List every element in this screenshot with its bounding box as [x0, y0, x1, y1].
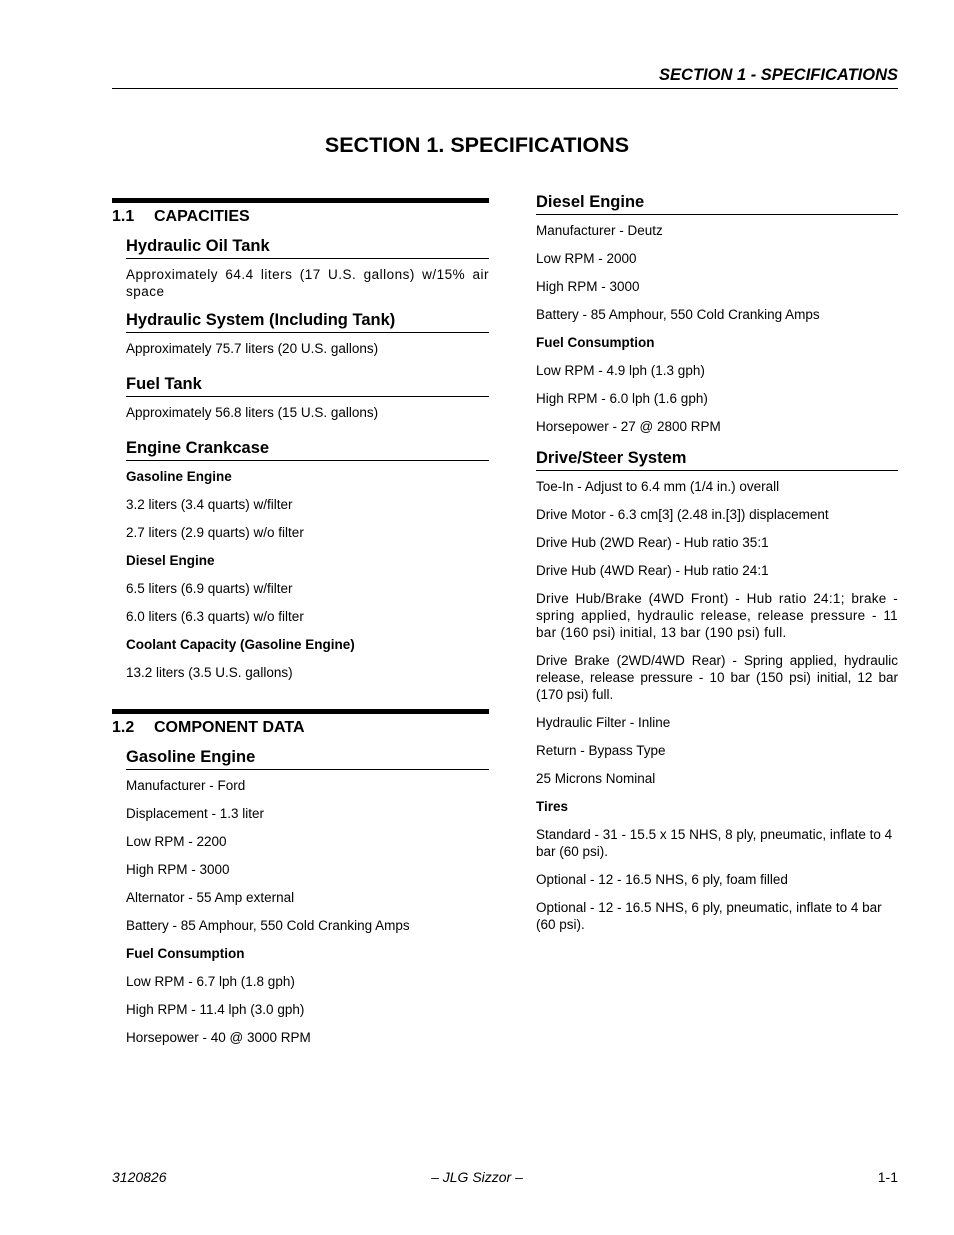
diesel-fuel-consumption-label: Fuel Consumption: [536, 335, 655, 350]
hydraulic-system-text: Approximately 75.7 liters (20 U.S. gallons): [126, 341, 379, 356]
drive-toe-in: Toe-In - Adjust to 6.4 mm (1/4 in.) overall: [536, 479, 780, 494]
gas-low-rpm: Low RPM - 2200: [126, 834, 227, 849]
section-heading-component-data: [112, 709, 489, 746]
gasoline-engine-body: [126, 748, 489, 1046]
page-header: [112, 64, 898, 89]
section-number: 1.1: [112, 208, 135, 225]
drive-hub-brake: Drive Hub/Brake (4WD Front) - Hub ratio 24:1; brake - spring applied, hydraulic release, release pressure - 11 bar (160 psi) initial, 13 bar (190 psi) full.: [536, 591, 898, 640]
gas-fuel-high: High RPM - 11.4 lph (3.0 gph): [126, 1002, 305, 1017]
drive-motor: Drive Motor - 6.3 cm[3] (2.48 in.[3]) displacement: [536, 507, 829, 522]
footer-doc-number: 3120826: [112, 1169, 167, 1185]
filter-microns: 25 Microns Nominal: [536, 771, 656, 786]
diesel-battery: Battery - 85 Amphour, 550 Cold Cranking Amps: [536, 307, 820, 322]
fuel-tank-text: Approximately 56.8 liters (15 U.S. gallons): [126, 405, 379, 420]
diesel-fuel-high: High RPM - 6.0 lph (1.6 gph): [536, 391, 708, 406]
left-column: [112, 198, 489, 1057]
crankcase-gasoline-filter: 3.2 liters (3.4 quarts) w/filter: [126, 497, 293, 512]
hydraulic-oil-tank-text: Approximately 64.4 liters (17 U.S. gallons) w/15% air space: [126, 267, 489, 299]
section-title: CAPACITIES: [154, 208, 250, 225]
tire-optional-foam: Optional - 12 - 16.5 NHS, 6 ply, foam filled: [536, 872, 788, 887]
page-title: SECTION 1. SPECIFICATIONS: [324, 133, 630, 157]
drive-brake: Drive Brake (2WD/4WD Rear) - Spring applied, hydraulic release, release pressure - 10 bar (150 psi) initial, 12 bar (170 psi) full.: [536, 653, 898, 702]
diesel-high-rpm: High RPM - 3000: [536, 279, 640, 294]
crankcase-diesel-label: Diesel Engine: [126, 553, 215, 568]
drive-hub-4wd: Drive Hub (4WD Rear) - Hub ratio 24:1: [536, 563, 769, 578]
gas-manufacturer: Manufacturer - Ford: [126, 778, 246, 793]
hydraulic-filter: Hydraulic Filter - Inline: [536, 715, 671, 730]
diesel-fuel-low: Low RPM - 4.9 lph (1.3 gph): [536, 363, 705, 378]
gas-high-rpm: High RPM - 3000: [126, 862, 230, 877]
gas-fuel-low: Low RPM - 6.7 lph (1.8 gph): [126, 974, 295, 989]
right-column: [536, 193, 898, 944]
subheading-fuel-tank: Fuel Tank: [126, 375, 489, 397]
tires-label: Tires: [536, 799, 569, 814]
section-title: COMPONENT DATA: [154, 719, 305, 736]
coolant-capacity-value: 13.2 liters (3.5 U.S. gallons): [126, 665, 293, 680]
gas-horsepower: Horsepower - 40 @ 3000 RPM: [126, 1030, 311, 1045]
diesel-horsepower: Horsepower - 27 @ 2800 RPM: [536, 419, 721, 434]
tire-standard: Standard - 31 - 15.5 x 15 NHS, 8 ply, pneumatic, inflate to 4 bar (60 psi).: [536, 827, 893, 859]
section-heading-capacities: [112, 198, 489, 235]
footer-page-number: 1-1: [877, 1169, 898, 1185]
coolant-capacity-label: Coolant Capacity (Gasoline Engine): [126, 637, 355, 652]
gas-battery: Battery - 85 Amphour, 550 Cold Cranking Amps: [126, 918, 410, 933]
filter-return: Return - Bypass Type: [536, 743, 666, 758]
subheading-gasoline-engine: Gasoline Engine: [126, 748, 489, 770]
subheading-engine-crankcase: Engine Crankcase: [126, 439, 489, 461]
diesel-low-rpm: Low RPM - 2000: [536, 251, 637, 266]
subheading-hydraulic-system: Hydraulic System (Including Tank): [126, 311, 489, 333]
tire-optional-pneumatic: Optional - 12 - 16.5 NHS, 6 ply, pneumatic, inflate to 4 bar (60 psi).: [536, 900, 882, 932]
crankcase-gasoline-no-filter: 2.7 liters (2.9 quarts) w/o filter: [126, 525, 304, 540]
gas-alternator: Alternator - 55 Amp external: [126, 890, 295, 905]
diesel-manufacturer: Manufacturer - Deutz: [536, 223, 663, 238]
section-number: 1.2: [112, 719, 135, 736]
footer-center-title: – JLG Sizzor –: [431, 1169, 523, 1185]
crankcase-diesel-filter: 6.5 liters (6.9 quarts) w/filter: [126, 581, 293, 596]
gas-fuel-consumption-label: Fuel Consumption: [126, 946, 245, 961]
subheading-hydraulic-oil-tank: Hydraulic Oil Tank: [126, 237, 489, 259]
subheading-diesel-engine: Diesel Engine: [536, 193, 898, 215]
crankcase-gasoline-label: Gasoline Engine: [126, 469, 232, 484]
gas-displacement: Displacement - 1.3 liter: [126, 806, 265, 821]
subheading-drive-steer-system: Drive/Steer System: [536, 449, 898, 471]
capacities-body: [126, 237, 489, 681]
running-header-title: SECTION 1 - SPECIFICATIONS: [659, 66, 898, 84]
drive-hub-2wd: Drive Hub (2WD Rear) - Hub ratio 35:1: [536, 535, 769, 550]
crankcase-diesel-no-filter: 6.0 liters (6.3 quarts) w/o filter: [126, 609, 304, 624]
